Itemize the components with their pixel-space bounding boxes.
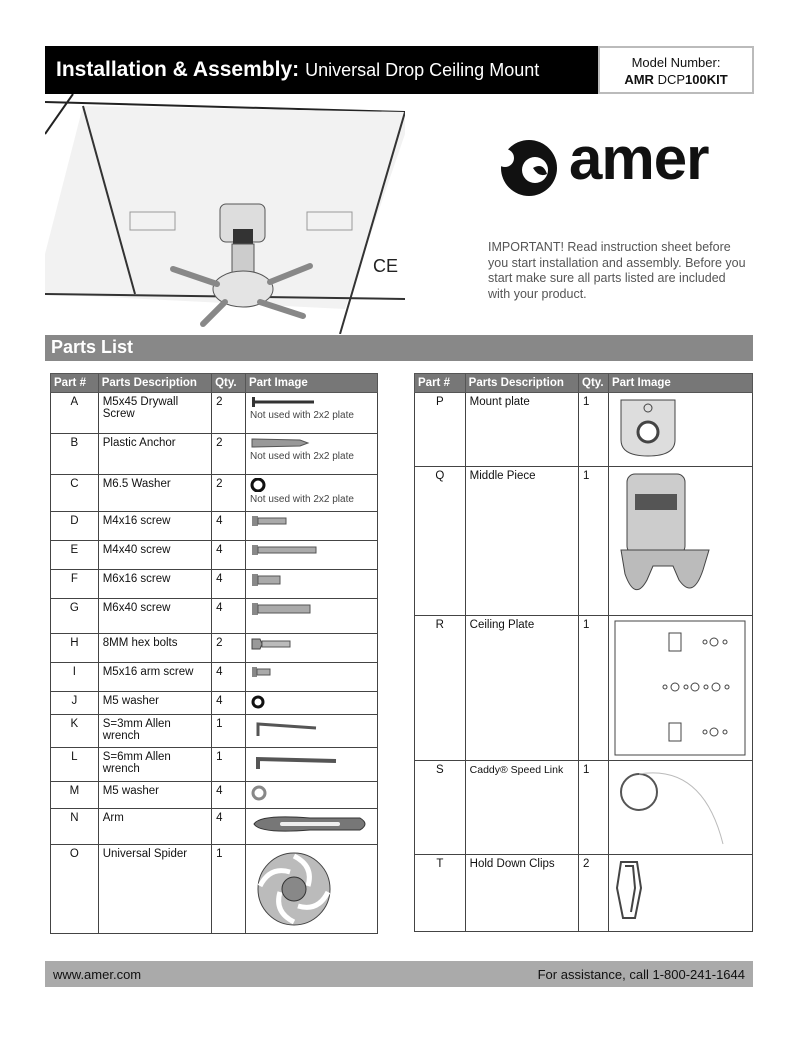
header-title: Universal Drop Ceiling Mount (305, 59, 540, 80)
model-label: Model Number: (631, 55, 721, 70)
website-link[interactable]: www.amer.com (53, 966, 142, 982)
table-cell: Caddy® Speed Link (465, 761, 578, 855)
logo-text: amer (569, 125, 709, 192)
table-cell: 4 (212, 541, 246, 570)
header-title-bold: Installation & Assembly: (56, 58, 300, 81)
table-cell: 4 (212, 692, 246, 715)
table-cell (608, 467, 752, 616)
screw-icon (250, 666, 274, 678)
table-cell: D (51, 512, 99, 541)
table-cell: Hold Down Clips (465, 855, 578, 932)
washer-icon (250, 478, 266, 492)
table-cell: 2 (212, 393, 246, 434)
screw-icon (250, 396, 320, 408)
model-value: AMR DCP100KIT (624, 72, 728, 87)
table-cell: 1 (212, 845, 246, 934)
table-cell: 4 (212, 809, 246, 845)
table-cell: E (51, 541, 99, 570)
allen-wrench-icon (250, 751, 340, 773)
table-cell: M (51, 782, 99, 809)
table-cell: 8MM hex bolts (98, 634, 211, 663)
table-row (51, 845, 378, 934)
table-cell (245, 541, 377, 570)
allen-wrench-icon (250, 718, 320, 740)
table-row (51, 434, 378, 475)
table-cell: M4x16 screw (98, 512, 211, 541)
table-row (51, 599, 378, 634)
parts-table-right (414, 373, 753, 932)
table-cell (245, 599, 377, 634)
ceiling-plate-icon (613, 619, 747, 757)
table-cell: L (51, 748, 99, 782)
table-cell: 2 (212, 634, 246, 663)
table-cell: 4 (212, 512, 246, 541)
table-cell (245, 692, 377, 715)
table-cell: M5x16 arm screw (98, 663, 211, 692)
table-cell (608, 761, 752, 855)
washer-icon (250, 695, 266, 709)
table-cell: Mount plate (465, 393, 578, 467)
table-cell: 2 (212, 475, 246, 512)
table-cell: R (415, 616, 466, 761)
table-cell: H (51, 634, 99, 663)
table-row (51, 541, 378, 570)
important-note: IMPORTANT! Read instruction sheet before you start installation and assembly. Before you start make sure all parts listed are included with your product. (488, 240, 746, 301)
table-row (415, 761, 753, 855)
clip-icon (613, 858, 653, 928)
table-cell: Not used with 2x2 plate (245, 393, 377, 434)
screw-icon (250, 544, 320, 556)
table-cell: M5x45 Drywall Screw (98, 393, 211, 434)
assistance-text: For assistance, call 1-800-241-1644 (537, 966, 745, 982)
table-cell: Plastic Anchor (98, 434, 211, 475)
table-cell: Not used with 2x2 plate (245, 434, 377, 475)
table-cell: A (51, 393, 99, 434)
table-cell (245, 715, 377, 748)
table-cell: 1 (579, 467, 609, 616)
table-cell: O (51, 845, 99, 934)
table-cell: 2 (579, 855, 609, 932)
screw-icon (250, 515, 290, 527)
table-cell: C (51, 475, 99, 512)
table-cell: S (415, 761, 466, 855)
table-row (51, 570, 378, 599)
table-cell: M6x40 screw (98, 599, 211, 634)
table-cell: I (51, 663, 99, 692)
table-cell: T (415, 855, 466, 932)
table-cell: 1 (579, 761, 609, 855)
table-row (51, 809, 378, 845)
table-cell: 1 (212, 748, 246, 782)
table-row (51, 475, 378, 512)
screw-icon (250, 637, 294, 651)
ceiling-mount-photo (45, 94, 405, 334)
parts-table-left (50, 373, 378, 934)
svg-text:CE: CE (373, 256, 399, 276)
table-cell: Middle Piece (465, 467, 578, 616)
table-cell: Not used with 2x2 plate (245, 475, 377, 512)
screw-icon (250, 602, 314, 616)
mount-plate-icon (613, 396, 683, 460)
table-cell: P (415, 393, 466, 467)
table-row (415, 616, 753, 761)
table-cell (608, 855, 752, 932)
table-cell: 1 (579, 393, 609, 467)
table-cell: K (51, 715, 99, 748)
table-cell (608, 616, 752, 761)
middle-piece-icon (613, 470, 723, 610)
table-row (51, 512, 378, 541)
table-row (51, 715, 378, 748)
spider-icon (250, 848, 340, 930)
table-row (51, 393, 378, 434)
table-cell (245, 748, 377, 782)
table-cell (245, 809, 377, 845)
anchor-icon (250, 437, 310, 449)
table-cell (245, 570, 377, 599)
footer-bar (45, 961, 753, 987)
table-cell (245, 663, 377, 692)
model-number-box (598, 46, 754, 94)
table-cell: 4 (212, 663, 246, 692)
amer-logo-mark (497, 130, 567, 200)
table-cell: B (51, 434, 99, 475)
table-cell: M5 washer (98, 782, 211, 809)
table-cell (245, 782, 377, 809)
table-row (415, 467, 753, 616)
table-cell: Arm (98, 809, 211, 845)
table-cell: M6.5 Washer (98, 475, 211, 512)
table-cell: 4 (212, 570, 246, 599)
arm-icon (250, 812, 372, 836)
table-row (51, 782, 378, 809)
table-row (51, 634, 378, 663)
table-cell: S=6mm Allen wrench (98, 748, 211, 782)
parts-list-heading: Parts List (45, 335, 753, 361)
table-cell: F (51, 570, 99, 599)
table-cell: Q (415, 467, 466, 616)
table-cell: J (51, 692, 99, 715)
table-cell: 2 (212, 434, 246, 475)
table-row (415, 393, 753, 467)
table-row (51, 748, 378, 782)
amer-logo (497, 125, 727, 200)
table-cell: 1 (212, 715, 246, 748)
header-bar (45, 46, 598, 94)
table-header: Part # Parts Description Qty. Part Image (51, 374, 378, 393)
table-cell: Universal Spider (98, 845, 211, 934)
table-cell: M4x40 screw (98, 541, 211, 570)
table-row (415, 855, 753, 932)
table-cell: 1 (579, 616, 609, 761)
table-row (51, 692, 378, 715)
speed-link-icon (613, 764, 743, 850)
table-cell: M5 washer (98, 692, 211, 715)
table-cell: M6x16 screw (98, 570, 211, 599)
table-cell (608, 393, 752, 467)
table-cell (245, 512, 377, 541)
table-cell: Ceiling Plate (465, 616, 578, 761)
screw-icon (250, 573, 284, 587)
table-cell (245, 634, 377, 663)
table-header: Part # Parts Description Qty. Part Image (415, 374, 753, 393)
table-cell: N (51, 809, 99, 845)
table-cell: S=3mm Allen wrench (98, 715, 211, 748)
table-cell: 4 (212, 599, 246, 634)
table-row (51, 663, 378, 692)
table-cell (245, 845, 377, 934)
washer-icon (250, 785, 268, 801)
table-cell: 4 (212, 782, 246, 809)
table-cell: G (51, 599, 99, 634)
